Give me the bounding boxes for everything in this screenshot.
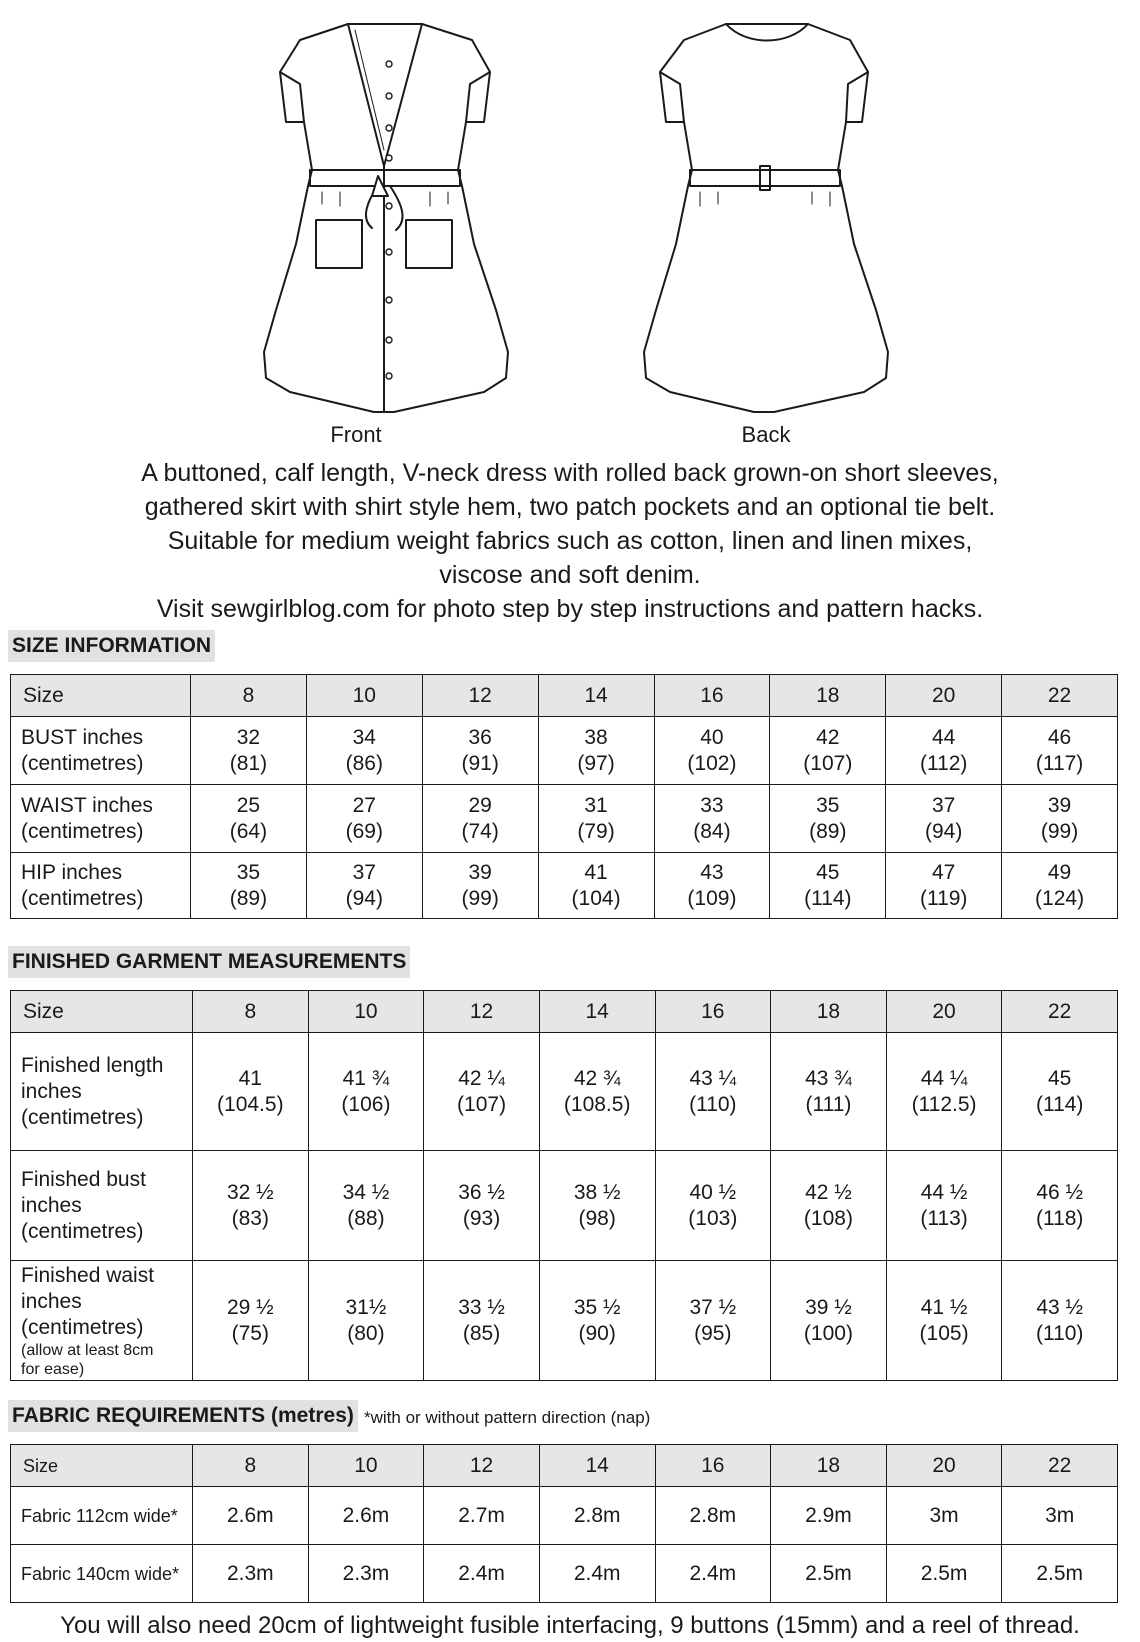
table-row (11, 853, 1118, 919)
value-inches: 35 ½ (573, 1295, 621, 1319)
size-header-cell: 16 (654, 675, 770, 717)
value-centimetres: (119) (919, 886, 968, 910)
value-inches: 33 (700, 793, 724, 817)
value-inches: 41 ½ (920, 1295, 968, 1319)
value-centimetres: (109) (687, 886, 737, 910)
value-centimetres: (114) (1035, 1092, 1084, 1116)
value-inches: 38 ½ (573, 1180, 621, 1204)
value-centimetres: (89) (809, 819, 847, 843)
value-centimetres: (118) (1035, 1206, 1084, 1230)
value-cell (886, 1151, 1002, 1261)
value-inches: 44 ½ (920, 1180, 968, 1204)
value-inches: 40 ½ (689, 1180, 737, 1204)
value-cell (538, 853, 654, 919)
value-cell (654, 717, 770, 785)
value-cell (886, 853, 1002, 919)
dress-back-icon (644, 24, 888, 412)
nap-note: *with or without pattern direction (nap) (364, 1408, 651, 1427)
value-centimetres: (80) (347, 1321, 385, 1345)
row-label-line: inches (21, 1079, 82, 1103)
value-inches: 29 ½ (226, 1295, 274, 1319)
value-cell (308, 1261, 424, 1381)
value-cell: 2.8m (655, 1487, 771, 1545)
value-cell (886, 1033, 1002, 1151)
description-line: viscose and soft denim. (439, 561, 701, 589)
row-label-cell (11, 853, 191, 919)
row-label-cell: Fabric 140cm wide* (11, 1545, 193, 1603)
row-label-line: HIP inches (21, 860, 123, 884)
value-inches: 37 (352, 860, 376, 884)
size-header-cell: 20 (886, 1445, 1002, 1487)
value-centimetres: (81) (229, 751, 268, 775)
value-cell: 3m (1002, 1487, 1118, 1545)
value-cell (308, 1033, 424, 1151)
value-cell: 2.3m (193, 1545, 309, 1603)
value-centimetres: (75) (231, 1321, 269, 1345)
value-inches: 25 (236, 793, 261, 817)
size-header-cell: 12 (422, 675, 538, 717)
value-cell: 2.7m (424, 1487, 540, 1545)
value-centimetres: (110) (1035, 1321, 1084, 1345)
row-label-line: (centimetres) (21, 1219, 144, 1243)
size-header-cell: 18 (771, 1445, 887, 1487)
size-header-cell: 22 (1002, 991, 1118, 1033)
value-cell (1002, 1151, 1118, 1261)
value-cell (886, 1261, 1002, 1381)
value-cell (308, 1151, 424, 1261)
row-label-cell (11, 785, 191, 853)
value-centimetres: (90) (578, 1321, 616, 1345)
value-inches: 36 (468, 725, 492, 749)
value-inches: 46 ½ (1036, 1180, 1084, 1204)
size-header-cell: 16 (655, 991, 771, 1033)
row-label-line: (centimetres) (21, 751, 144, 775)
value-centimetres: (95) (694, 1321, 732, 1345)
value-cell (1002, 1261, 1118, 1381)
row-label-line: Finished bust (21, 1167, 146, 1191)
value-cell (191, 853, 307, 919)
value-centimetres: (86) (345, 751, 383, 775)
row-label-cell: Fabric 112cm wide* (11, 1487, 193, 1545)
row-label-line: (centimetres) (21, 1315, 144, 1339)
value-cell (306, 717, 422, 785)
table-row (11, 1151, 1118, 1261)
technical-drawings (0, 0, 1140, 450)
value-centimetres: (74) (461, 819, 499, 843)
value-cell (770, 785, 886, 853)
size-header-cell: 12 (424, 991, 540, 1033)
dress-front-back-drawing (0, 0, 1140, 420)
value-inches: 45 (816, 860, 840, 884)
value-cell (539, 1261, 655, 1381)
row-label-line: WAIST inches (21, 793, 153, 817)
size-header-cell: 8 (191, 675, 307, 717)
size-header-cell: 12 (424, 1445, 540, 1487)
row-label-line: Finished waist (21, 1263, 155, 1287)
header-size-label: Size (11, 675, 191, 717)
value-inches: 35 (816, 793, 840, 817)
value-cell: 2.4m (539, 1545, 655, 1603)
value-inches: 39 (1047, 793, 1072, 817)
notions-footer: You will also need 20cm of lightweight fusible interfacing, 9 buttons (15mm) and a reel of thread. (60, 1612, 1080, 1639)
value-cell: 3m (886, 1487, 1002, 1545)
value-centimetres: (94) (345, 886, 383, 910)
row-label-cell (11, 1033, 193, 1151)
value-cell (191, 717, 307, 785)
table-row (11, 717, 1118, 785)
value-centimetres: (85) (462, 1321, 501, 1345)
row-label-line: (centimetres) (21, 886, 144, 910)
value-cell (193, 1261, 309, 1381)
header-size-label: Size (11, 991, 193, 1033)
back-label: Back (741, 422, 791, 447)
size-header-cell: 14 (539, 1445, 655, 1487)
value-inches: 43 (700, 860, 724, 884)
value-cell (1002, 785, 1118, 853)
table-header-row (11, 675, 1118, 717)
size-header-cell: 18 (770, 675, 886, 717)
value-cell (424, 1033, 540, 1151)
value-centimetres: (89) (229, 886, 268, 910)
value-inches: 33 ½ (458, 1295, 505, 1319)
value-inches: 34 (352, 725, 376, 749)
value-inches: 46 (1047, 725, 1072, 749)
value-inches: 31½ (345, 1295, 387, 1319)
value-centimetres: (117) (1035, 751, 1084, 775)
value-inches: 39 (468, 860, 492, 884)
value-cell (1002, 853, 1118, 919)
row-label-line: BUST inches (21, 725, 144, 749)
value-cell (655, 1151, 771, 1261)
value-inches: 45 (1048, 1066, 1072, 1090)
value-cell: 2.6m (193, 1487, 309, 1545)
value-centimetres: (79) (577, 819, 615, 843)
value-inches: 49 (1047, 860, 1072, 884)
row-label-cell (11, 717, 191, 785)
value-centimetres: (111) (805, 1092, 852, 1116)
value-cell (886, 717, 1002, 785)
size-header-cell: 16 (655, 1445, 771, 1487)
fabric-requirements-heading: FABRIC REQUIREMENTS (metres) (8, 1400, 358, 1432)
value-inches: 29 (468, 793, 492, 817)
fabric-requirements-table (10, 1444, 1118, 1603)
value-cell (1002, 717, 1118, 785)
row-label-cell (11, 1151, 193, 1261)
table-header-row (11, 1445, 1118, 1487)
value-inches: 42 ½ (805, 1180, 852, 1204)
value-cell: 2.5m (1002, 1545, 1118, 1603)
value-cell (538, 717, 654, 785)
value-cell (424, 1151, 540, 1261)
value-cell: 2.8m (539, 1487, 655, 1545)
row-label-line: (centimetres) (21, 1105, 144, 1129)
value-cell (539, 1151, 655, 1261)
value-centimetres: (93) (462, 1206, 501, 1230)
value-centimetres: (104) (571, 886, 621, 910)
row-label-cell (11, 1261, 193, 1381)
value-cell: 2.6m (308, 1487, 424, 1545)
value-cell: 2.3m (308, 1545, 424, 1603)
value-cell (654, 785, 770, 853)
value-cell (655, 1261, 771, 1381)
value-cell: 2.5m (771, 1545, 887, 1603)
value-centimetres: (102) (687, 751, 737, 775)
value-inches: 27 (352, 793, 376, 817)
table-row (11, 1033, 1118, 1151)
value-inches: 34 ½ (342, 1180, 390, 1204)
value-centimetres: (106) (341, 1092, 391, 1116)
header-size-label: Size (11, 1445, 193, 1487)
value-cell (655, 1033, 771, 1151)
value-inches: 43 ½ (1036, 1295, 1084, 1319)
value-inches: 32 ½ (226, 1180, 274, 1204)
value-inches: 39 ½ (805, 1295, 852, 1319)
size-header-cell: 8 (193, 991, 309, 1033)
finished-measurements-heading: FINISHED GARMENT MEASUREMENTS (8, 946, 410, 978)
value-centimetres: (88) (347, 1206, 385, 1230)
value-centimetres: (107) (803, 751, 853, 775)
value-centimetres: (99) (1040, 819, 1079, 843)
value-centimetres: (105) (919, 1321, 969, 1345)
value-cell (193, 1151, 309, 1261)
value-centimetres: (83) (231, 1206, 269, 1230)
value-cell: 2.9m (771, 1487, 887, 1545)
size-header-cell: 14 (539, 991, 655, 1033)
value-inches: 36 ½ (458, 1180, 505, 1204)
value-inches: 41 (584, 860, 608, 884)
value-cell (771, 1033, 887, 1151)
size-header-cell: 10 (308, 991, 424, 1033)
value-inches: 42 ¼ (458, 1066, 505, 1090)
value-centimetres: (110) (689, 1092, 737, 1116)
row-label-line: inches (21, 1289, 82, 1313)
size-header-cell: 18 (771, 991, 887, 1033)
row-label-line: inches (21, 1193, 82, 1217)
value-cell (193, 1033, 309, 1151)
size-header-cell: 20 (886, 675, 1002, 717)
value-cell (770, 717, 886, 785)
value-centimetres: (98) (578, 1206, 616, 1230)
value-inches: 42 (816, 725, 840, 749)
value-cell (306, 853, 422, 919)
description-line: Suitable for medium weight fabrics such as cotton, linen and linen mixes, (167, 527, 973, 555)
size-header-cell: 10 (308, 1445, 424, 1487)
value-centimetres: (94) (925, 819, 963, 843)
front-label: Front (330, 422, 382, 447)
value-centimetres: (114) (804, 886, 852, 910)
dress-front-icon (264, 24, 508, 412)
value-inches: 43 ¾ (805, 1066, 852, 1090)
size-information-heading: SIZE INFORMATION (8, 630, 215, 662)
value-cell (424, 1261, 540, 1381)
value-cell: 2.5m (886, 1545, 1002, 1603)
description-line: A buttoned, calf length, V-neck dress with rolled back grown-on short sleeves, (141, 459, 999, 487)
size-header-cell: 14 (538, 675, 654, 717)
size-header-cell: 8 (193, 1445, 309, 1487)
value-cell (771, 1261, 887, 1381)
value-cell (539, 1033, 655, 1151)
value-cell (654, 853, 770, 919)
table-header-row (11, 991, 1118, 1033)
finished-measurements-table (10, 990, 1118, 1381)
value-inches: 43 ¼ (689, 1066, 737, 1090)
value-centimetres: (124) (1035, 886, 1085, 910)
value-inches: 40 (700, 725, 724, 749)
value-centimetres: (64) (229, 819, 268, 843)
value-inches: 42 ¾ (573, 1066, 621, 1090)
front-buttons (386, 61, 392, 379)
size-header-cell: 20 (886, 991, 1002, 1033)
value-cell: 2.4m (655, 1545, 771, 1603)
value-inches: 32 (236, 725, 261, 749)
table-row (11, 1487, 1118, 1545)
value-centimetres: (107) (457, 1092, 507, 1116)
row-label-note: (allow at least 8cm (21, 1341, 154, 1359)
value-inches: 41 (238, 1066, 262, 1090)
value-cell (1002, 1033, 1118, 1151)
description-line: Visit sewgirlblog.com for photo step by step instructions and pattern hacks. (156, 595, 984, 623)
value-centimetres: (84) (693, 819, 731, 843)
row-label-line: (centimetres) (21, 819, 144, 843)
value-centimetres: (91) (461, 751, 499, 775)
value-centimetres: (103) (688, 1206, 738, 1230)
value-inches: 37 ½ (689, 1295, 737, 1319)
value-centimetres: (112) (919, 751, 968, 775)
value-cell (422, 853, 538, 919)
value-inches: 47 (932, 860, 956, 884)
value-cell (770, 853, 886, 919)
value-inches: 41 ¾ (342, 1066, 390, 1090)
table-row (11, 785, 1118, 853)
value-cell (422, 785, 538, 853)
value-cell (306, 785, 422, 853)
value-inches: 35 (236, 860, 261, 884)
value-centimetres: (100) (803, 1321, 853, 1345)
value-inches: 31 (584, 793, 608, 817)
value-cell (538, 785, 654, 853)
value-inches: 44 ¼ (920, 1066, 968, 1090)
garment-description (0, 456, 1140, 626)
value-cell (771, 1151, 887, 1261)
value-centimetres: (97) (577, 751, 615, 775)
table-row (11, 1261, 1118, 1381)
value-cell: 2.4m (424, 1545, 540, 1603)
value-centimetres: (69) (345, 819, 383, 843)
table-row (11, 1545, 1118, 1603)
value-cell (886, 785, 1002, 853)
size-header-cell: 22 (1002, 1445, 1118, 1487)
value-cell (191, 785, 307, 853)
value-centimetres: (113) (920, 1206, 968, 1230)
size-header-cell: 10 (306, 675, 422, 717)
value-centimetres: (99) (461, 886, 499, 910)
size-header-cell: 22 (1002, 675, 1118, 717)
value-inches: 44 (932, 725, 956, 749)
row-label-line: Finished length (21, 1053, 164, 1077)
value-centimetres: (112.5) (911, 1092, 977, 1116)
row-label-note: for ease) (21, 1360, 85, 1378)
value-centimetres: (108) (803, 1206, 853, 1230)
size-information-table (10, 674, 1118, 919)
value-cell (422, 717, 538, 785)
description-line: gathered skirt with shirt style hem, two patch pockets and an optional tie belt. (144, 493, 996, 521)
value-inches: 38 (584, 725, 608, 749)
value-centimetres: (108.5) (563, 1092, 631, 1116)
value-inches: 37 (932, 793, 956, 817)
value-centimetres: (104.5) (217, 1092, 284, 1116)
